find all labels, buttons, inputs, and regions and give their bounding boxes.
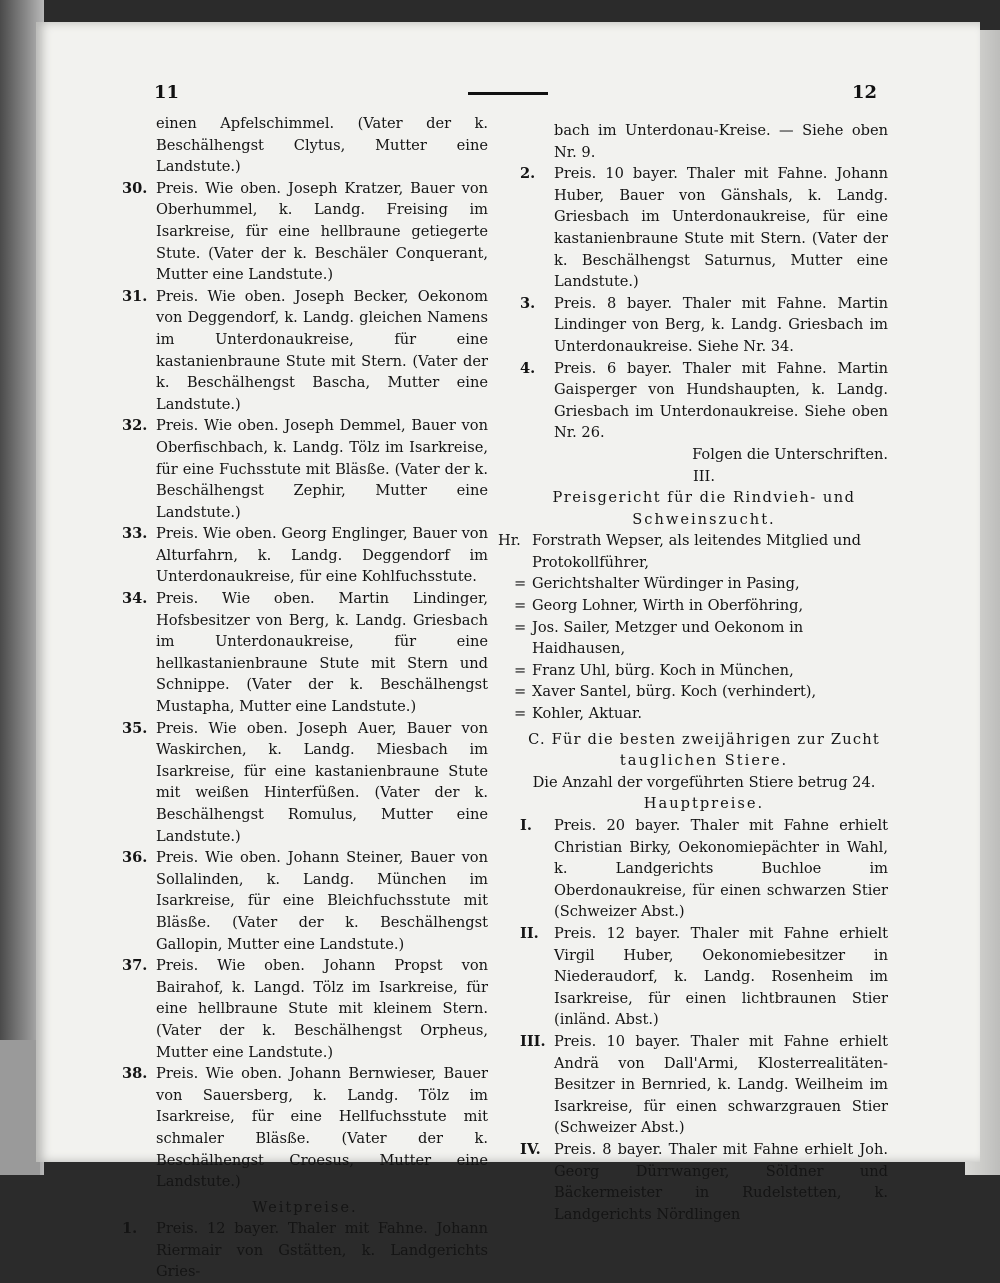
entry-text: Preis. Wie oben. Joseph Kratzer, Bauer von Oberhummel, k. Landg. Freising im Isarkreise, für eine hellbraune getiegerte Stute. (Vater der k. Beschäler Conquerant, Mutter eine Landstute.) [156, 179, 488, 284]
member-text: Georg Lohner, Wirth in Oberföhring, [532, 597, 804, 615]
left-intro: einen Apfelschimmel. (Vater der k. Beschälhengst Clytus, Mutter eine Landstute.) [156, 115, 488, 176]
list-item [122, 718, 488, 848]
list-item [498, 660, 888, 682]
entry-text: Preis. 12 bayer. Thaler mit Fahne erhielt Virgil Huber, Oekonomiebesitzer in Niederaudorf, k. Landg. Rosenheim im Isarkreise, für einen lichtbraunen Stier (inländ. Abst.) [554, 924, 888, 1029]
signatures-note: Folgen die Unterschriften. [692, 445, 888, 463]
entry-text: Preis. 10 bayer. Thaler mit Fahne. Johann Huber, Bauer von Gänshals, k. Landg. Griesbach im Unterdonaukreise, für eine kastanienbraune Stute mit Stern. (Vater der k. Beschälhengst Saturnus, Mutter eine Landstute.) [554, 165, 888, 291]
list-item [122, 523, 488, 588]
member-mark: = [514, 618, 527, 636]
section-title: Preisgericht für die Rindvieh- und [552, 489, 856, 507]
entry-text: Preis. 6 bayer. Thaler mit Fahne. Martin Gaisperger von Hundshaupten, k. Landg. Griesbach im Unterdonaukreise. Siehe oben Nr. 26. [554, 359, 888, 442]
header-rule [468, 92, 548, 95]
member-text: Kohler, Aktuar. [532, 705, 643, 723]
page-number-left: 11 [154, 82, 180, 103]
list-item [122, 178, 488, 286]
member-mark: = [514, 705, 527, 723]
page-number-right: 12 [852, 82, 878, 103]
entry-text: Preis. 12 bayer. Thaler mit Fahne. Johann Riermair von Gstätten, k. Landgerichts Gries- [156, 1220, 488, 1281]
list-item [520, 923, 888, 1031]
list-item [122, 1063, 488, 1193]
list-item [520, 815, 888, 923]
entry-number: 37. [122, 957, 148, 975]
entry-number: 1. [122, 1220, 138, 1238]
list-item [520, 293, 888, 358]
entry-number: 34. [122, 590, 148, 608]
count-line: Die Anzahl der vorgeführten Stiere betrug 24. [532, 773, 876, 791]
entry-text: Preis. 20 bayer. Thaler mit Fahne erhielt Christian Birky, Oekonomiepächter in Wahl, k. Landgerichts Buchloe im Oberdonaukreise, für einen schwarzen Stier (Schweizer Abst.) [554, 817, 888, 921]
member-mark: = [514, 597, 527, 615]
list-item [498, 703, 888, 725]
list-item [520, 358, 888, 444]
entry-number: 35. [122, 719, 148, 737]
hauptpreise-heading: Hauptpreise. [643, 795, 765, 813]
member-mark: Hr. [498, 532, 521, 550]
member-text: Xaver Santel, bürg. Koch (verhindert), [532, 683, 817, 701]
list-item [122, 955, 488, 1063]
list-item [498, 681, 888, 703]
member-mark: = [514, 575, 527, 593]
entry-text: Preis. 8 bayer. Thaler mit Fahne. Martin Lindinger von Berg, k. Landg. Griesbach im Unterdonaukreise. Siehe Nr. 34. [554, 294, 888, 355]
entry-number: III. [520, 1032, 546, 1050]
entry-number: II. [520, 924, 539, 942]
member-text: Franz Uhl, bürg. Koch in München, [532, 661, 794, 679]
list-item [122, 588, 488, 718]
entry-number: 33. [122, 525, 148, 543]
member-text: Forstrath Wepser, als leitendes Mitglied und Protokollführer, [532, 532, 861, 571]
list-item [498, 573, 888, 595]
c-heading: C. Für die besten zweijährigen zur Zucht [528, 730, 880, 748]
list-item [520, 163, 888, 293]
binding-cover [0, 1040, 40, 1175]
entry-number: 3. [520, 294, 536, 312]
entry-text: Preis. Wie oben. Joseph Becker, Oekonom von Deggendorf, k. Landg. gleichen Namens im Unterdonaukreise, für eine kastanienbraune Stute mit Stern. (Vater der k. Beschälhengst Bascha, Mutter eine Landstute.) [156, 287, 488, 413]
entry-text: Preis. Wie oben. Johann Propst von Bairahof, k. Langd. Tölz im Isarkreise, für eine hellbraune Stute mit kleinem Stern. (Vater der k. Beschälhengst Orpheus, Mutter eine Landstute.) [156, 957, 488, 1061]
list-item [498, 617, 888, 660]
list-item [122, 1218, 488, 1283]
entry-number: 4. [520, 359, 536, 377]
member-mark: = [514, 661, 527, 679]
entry-number: 38. [122, 1065, 148, 1083]
entry-text: Preis. 8 bayer. Thaler mit Fahne erhielt Joh. Georg Dürrwanger, Söldner und Bäckermeister in Rudelstetten, k. Landgerichts Nördlingen [554, 1140, 888, 1223]
list-item [520, 1031, 888, 1139]
list-item [122, 847, 488, 955]
entry-number: 36. [122, 849, 148, 867]
right-intro: bach im Unterdonau-Kreise. — Siehe oben Nr. 9. [554, 122, 888, 161]
entry-number: 30. [122, 179, 148, 197]
list-item [498, 530, 888, 573]
entry-text: Preis. Wie oben. Georg Englinger, Bauer von Alturfahrn, k. Landg. Deggendorf im Unterdonaukreise, für eine Kohlfuchsstute. [156, 525, 488, 586]
left-column [122, 113, 488, 1283]
entry-number: IV. [520, 1140, 541, 1158]
weitpreise-heading: Weitpreise. [252, 1198, 358, 1216]
entry-number: 2. [520, 165, 536, 183]
entry-number: I. [520, 817, 532, 834]
list-item [122, 286, 488, 416]
entry-text: Preis. Wie oben. Johann Bernwieser, Bauer von Sauersberg, k. Landg. Tölz im Isarkreise, für eine Hellfuchsstute mit schmaler Bläsße. (Vater der k. Beschälhengst Croesus, Mutter eine Landstute.) [156, 1065, 488, 1191]
entry-text: Preis. Wie oben. Joseph Demmel, Bauer von Oberfischbach, k. Landg. Tölz im Isarkreise, für eine Fuchsstute mit Bläsße. (Vater der k. Beschälhengst Zephir, Mutter eine Landstute.) [156, 417, 488, 521]
list-item [520, 1139, 888, 1225]
member-text: Jos. Sailer, Metzger und Oekonom in Haidhausen, [532, 618, 804, 658]
member-mark: = [514, 683, 527, 701]
entry-number: 32. [122, 417, 148, 435]
entry-text: Preis. Wie oben. Johann Steiner, Bauer von Sollalinden, k. Landg. München im Isarkreise, für eine Bleichfuchsstute mit Bläsße. (Vater der k. Beschälhengst Gallopin, Mutter eine Landstute.) [156, 849, 488, 953]
entry-number: 31. [122, 287, 148, 305]
list-item [498, 595, 888, 617]
section-title-continued: Schweinszucht. [632, 510, 776, 528]
entry-text: Preis. Wie oben. Joseph Auer, Bauer von Waskirchen, k. Landg. Miesbach im Isarkreise, für eine kastanienbraune Stute mit weißen Hinterfüßen. (Vater der k. Beschälhengst Romulus, Mutter eine Landstute.) [156, 719, 488, 845]
entry-text: Preis. Wie oben. Martin Lindinger, Hofsbesitzer von Berg, k. Landg. Griesbach im Unterdonaukreise, für eine hellkastanienbraune Stute mit Stern und Schnippe. (Vater der k. Beschälhengst Mustapha, Mutter eine Landstute.) [156, 590, 488, 716]
list-item [122, 415, 488, 523]
member-text: Gerichtshalter Würdinger in Pasing, [532, 575, 800, 593]
c-heading-continued: tauglichen Stiere. [619, 752, 789, 770]
right-column [498, 120, 888, 1225]
section-numeral: III. [693, 467, 715, 485]
entry-text: Preis. 10 bayer. Thaler mit Fahne erhielt Andrä von Dall'Armi, Klosterrealitäten-Besitzer in Bernried, k. Landg. Weilheim im Isarkreise, für einen schwarzgrauen Stier (Schweizer Abst.) [554, 1032, 888, 1137]
